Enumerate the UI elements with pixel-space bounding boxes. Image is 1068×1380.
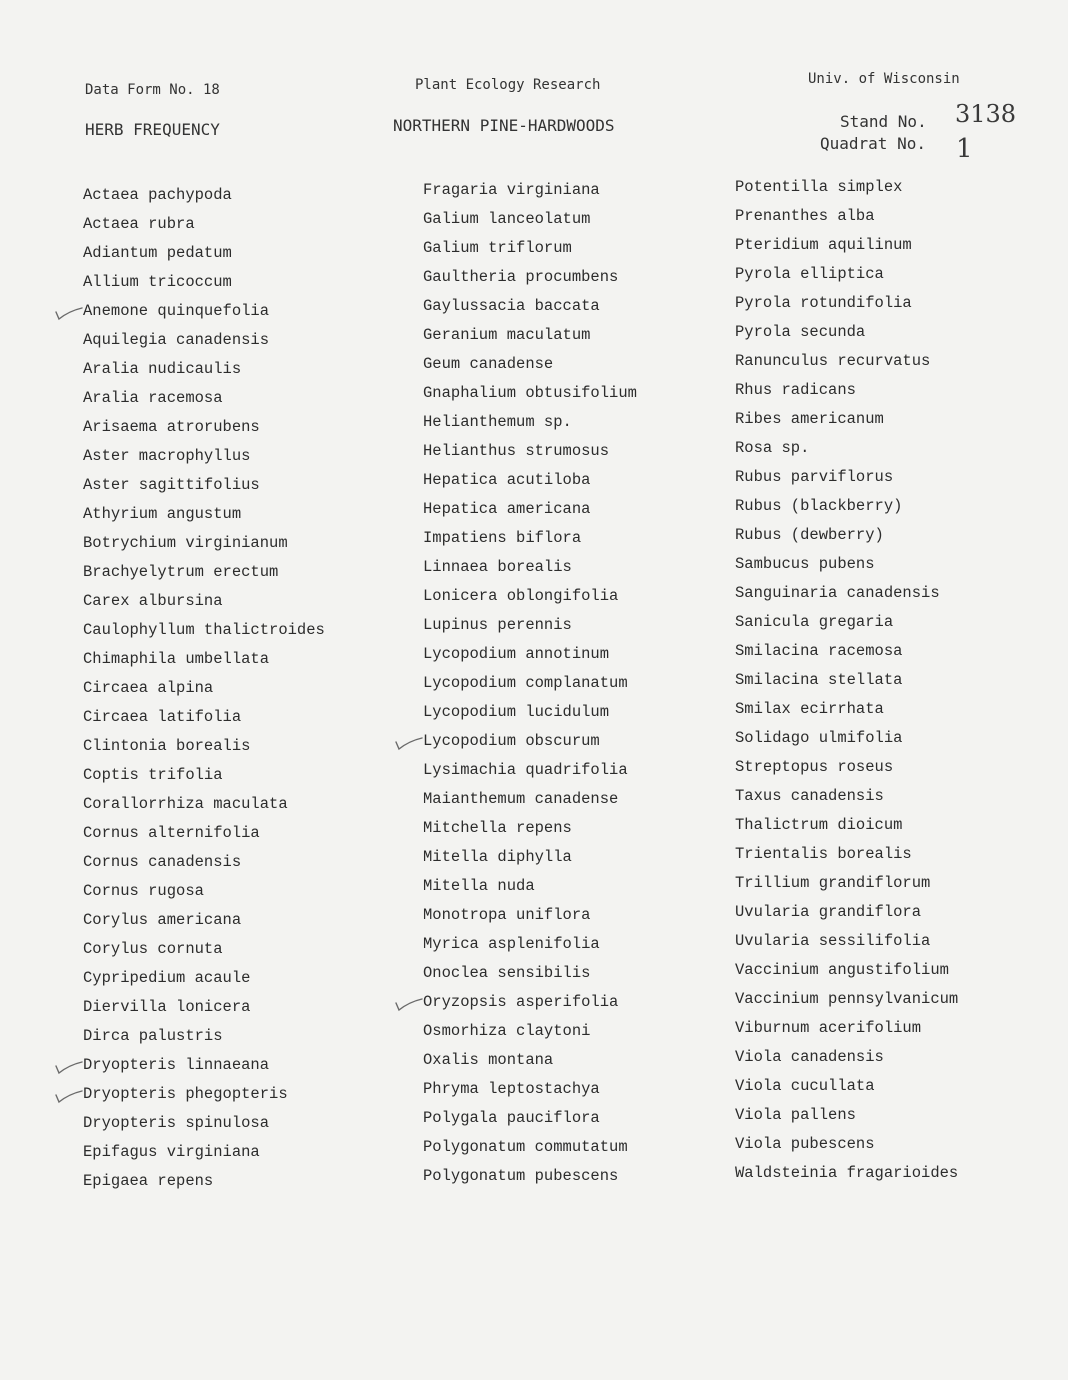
species-name: Dryopteris phegopteris	[83, 1085, 288, 1103]
species-item	[423, 524, 637, 553]
species-name: Impatiens biflora	[423, 529, 582, 547]
species-item	[423, 263, 637, 292]
species-name: Caulophyllum thalictroides	[83, 621, 325, 639]
species-item	[83, 819, 325, 848]
species-item	[83, 732, 325, 761]
species-name: Smilacina racemosa	[735, 642, 903, 660]
species-item	[735, 1101, 958, 1130]
species-item	[423, 901, 637, 930]
species-item	[423, 843, 637, 872]
species-item	[83, 1051, 325, 1080]
species-name: Maianthemum canadense	[423, 790, 619, 808]
species-name: Diervilla lonicera	[83, 998, 251, 1016]
species-name: Pyrola elliptica	[735, 265, 884, 283]
species-item	[83, 1138, 325, 1167]
species-item	[423, 495, 637, 524]
species-item	[735, 782, 958, 811]
species-name: Lycopodium complanatum	[423, 674, 628, 692]
species-item	[423, 930, 637, 959]
species-item	[735, 869, 958, 898]
species-name: Lycopodium annotinum	[423, 645, 610, 663]
check-mark-icon	[393, 733, 423, 753]
species-name: Onoclea sensibilis	[423, 964, 591, 982]
species-item	[735, 666, 958, 695]
species-item	[735, 637, 958, 666]
species-item	[423, 437, 637, 466]
species-item	[735, 927, 958, 956]
species-item	[735, 550, 958, 579]
species-item	[83, 1167, 325, 1196]
species-name: Lycopodium obscurum	[423, 732, 600, 750]
species-item	[83, 1109, 325, 1138]
species-item	[735, 956, 958, 985]
species-name: Viburnum acerifolium	[735, 1019, 922, 1037]
species-item	[83, 529, 325, 558]
species-name: Galium triflorum	[423, 239, 572, 257]
species-item	[83, 239, 325, 268]
species-item	[83, 645, 325, 674]
species-item	[423, 959, 637, 988]
species-item	[423, 785, 637, 814]
species-name: Rubus parviflorus	[735, 468, 894, 486]
research-title: Plant Ecology Research	[415, 77, 601, 93]
species-item	[735, 173, 958, 202]
species-item	[423, 814, 637, 843]
species-name: Solidago ulmifolia	[735, 729, 903, 747]
species-name: Vaccinium pennsylvanicum	[735, 990, 959, 1008]
species-name: Sambucus pubens	[735, 555, 875, 573]
species-item	[735, 434, 958, 463]
species-name: Aralia racemosa	[83, 389, 223, 407]
species-name: Viola cucullata	[735, 1077, 875, 1095]
species-item	[423, 582, 637, 611]
species-name: Corylus americana	[83, 911, 242, 929]
species-item	[83, 413, 325, 442]
species-name: Aquilegia canadensis	[83, 331, 270, 349]
species-item	[735, 1072, 958, 1101]
species-item	[735, 202, 958, 231]
species-name: Allium tricoccum	[83, 273, 232, 291]
species-item	[83, 471, 325, 500]
species-name: Sanguinaria canadensis	[735, 584, 940, 602]
check-mark-icon	[53, 1086, 83, 1106]
species-name: Mitella diphylla	[423, 848, 572, 866]
species-item	[735, 753, 958, 782]
species-name: Dryopteris spinulosa	[83, 1114, 270, 1132]
species-item	[423, 640, 637, 669]
species-name: Gaultheria procumbens	[423, 268, 619, 286]
species-item	[83, 848, 325, 877]
species-item	[735, 289, 958, 318]
species-item	[735, 521, 958, 550]
species-item	[735, 1014, 958, 1043]
species-item	[83, 964, 325, 993]
species-column-2	[423, 176, 637, 1191]
species-item	[423, 1046, 637, 1075]
species-name: Helianthemum sp.	[423, 413, 572, 431]
species-item	[423, 408, 637, 437]
species-name: Lonicera oblongifolia	[423, 587, 619, 605]
species-name: Trillium grandiflorum	[735, 874, 931, 892]
species-name: Viola pallens	[735, 1106, 856, 1124]
species-name: Trientalis borealis	[735, 845, 912, 863]
species-item	[423, 1133, 637, 1162]
species-item	[423, 292, 637, 321]
species-name: Aralia nudicaulis	[83, 360, 242, 378]
quadrat-value: 1	[956, 134, 973, 164]
species-item	[735, 898, 958, 927]
species-name: Rosa sp.	[735, 439, 810, 457]
species-name: Aster macrophyllus	[83, 447, 251, 465]
species-name: Lysimachia quadrifolia	[423, 761, 628, 779]
species-item	[735, 695, 958, 724]
species-item	[423, 350, 637, 379]
species-item	[735, 985, 958, 1014]
species-item	[83, 326, 325, 355]
species-item	[423, 988, 637, 1017]
species-item	[83, 442, 325, 471]
species-item	[735, 724, 958, 753]
species-name: Ranunculus recurvatus	[735, 352, 931, 370]
species-item	[423, 205, 637, 234]
species-item	[735, 463, 958, 492]
stand-value: 3138	[955, 100, 1017, 128]
species-name: Botrychium virginianum	[83, 534, 288, 552]
species-name: Polygonatum pubescens	[423, 1167, 619, 1185]
species-name: Thalictrum dioicum	[735, 816, 903, 834]
species-name: Gnaphalium obtusifolium	[423, 384, 637, 402]
species-item	[83, 761, 325, 790]
species-name: Pteridium aquilinum	[735, 236, 912, 254]
species-item	[83, 935, 325, 964]
stand-label: Stand No.	[840, 112, 927, 131]
species-name: Rubus (blackberry)	[735, 497, 903, 515]
species-name: Polygala pauciflora	[423, 1109, 600, 1127]
species-item	[423, 611, 637, 640]
species-name: Viola canadensis	[735, 1048, 884, 1066]
species-name: Mitella nuda	[423, 877, 535, 895]
species-name: Rhus radicans	[735, 381, 856, 399]
species-item	[423, 1104, 637, 1133]
species-name: Aster sagittifolius	[83, 476, 260, 494]
check-mark-icon	[53, 303, 83, 323]
species-name: Lycopodium lucidulum	[423, 703, 610, 721]
species-item	[735, 608, 958, 637]
species-name: Polygonatum commutatum	[423, 1138, 628, 1156]
species-name: Ribes americanum	[735, 410, 884, 428]
species-item	[83, 500, 325, 529]
species-name: Uvularia sessilifolia	[735, 932, 931, 950]
species-item	[83, 993, 325, 1022]
species-name: Oxalis montana	[423, 1051, 554, 1069]
species-item	[83, 790, 325, 819]
species-name: Corylus cornuta	[83, 940, 223, 958]
species-name: Actaea pachypoda	[83, 186, 232, 204]
species-item	[423, 553, 637, 582]
species-name: Pyrola secunda	[735, 323, 866, 341]
species-item	[83, 181, 325, 210]
species-name: Athyrium angustum	[83, 505, 242, 523]
species-item	[83, 703, 325, 732]
species-name: Waldsteinia fragarioides	[735, 1164, 959, 1182]
species-name: Streptopus roseus	[735, 758, 894, 776]
species-name: Pyrola rotundifolia	[735, 294, 912, 312]
institution: Univ. of Wisconsin	[808, 71, 960, 87]
species-column-3	[735, 173, 958, 1188]
species-name: Dirca palustris	[83, 1027, 223, 1045]
species-item	[735, 811, 958, 840]
species-name: Helianthus strumosus	[423, 442, 610, 460]
species-name: Fragaria virginiana	[423, 181, 600, 199]
species-item	[735, 492, 958, 521]
species-name: Vaccinium angustifolium	[735, 961, 949, 979]
species-item	[83, 587, 325, 616]
species-name: Coptis trifolia	[83, 766, 223, 784]
species-item	[423, 1017, 637, 1046]
species-name: Rubus (dewberry)	[735, 526, 884, 544]
species-item	[83, 1080, 325, 1109]
species-name: Osmorhiza claytoni	[423, 1022, 591, 1040]
species-item	[423, 756, 637, 785]
species-name: Cornus rugosa	[83, 882, 204, 900]
species-name: Phryma leptostachya	[423, 1080, 600, 1098]
species-name: Oryzopsis asperifolia	[423, 993, 619, 1011]
species-name: Cypripedium acaule	[83, 969, 251, 987]
community-title: NORTHERN PINE-HARDWOODS	[393, 116, 615, 135]
species-name: Hepatica acutiloba	[423, 471, 591, 489]
species-item	[83, 384, 325, 413]
species-item	[83, 1022, 325, 1051]
check-mark-icon	[393, 994, 423, 1014]
species-item	[423, 727, 637, 756]
species-item	[423, 698, 637, 727]
species-item	[735, 1043, 958, 1072]
species-name: Circaea alpina	[83, 679, 214, 697]
species-item	[423, 466, 637, 495]
species-item	[83, 674, 325, 703]
species-item	[735, 231, 958, 260]
species-name: Geum canadense	[423, 355, 554, 373]
species-item	[735, 1159, 958, 1188]
species-name: Brachyelytrum erectum	[83, 563, 279, 581]
species-item	[83, 268, 325, 297]
species-item	[735, 1130, 958, 1159]
species-name: Smilax ecirrhata	[735, 700, 884, 718]
species-item	[423, 234, 637, 263]
species-name: Geranium maculatum	[423, 326, 591, 344]
species-name: Carex albursina	[83, 592, 223, 610]
form-number: Data Form No. 18	[85, 82, 220, 98]
species-item	[423, 669, 637, 698]
species-item	[735, 405, 958, 434]
species-item	[83, 616, 325, 645]
species-name: Epigaea repens	[83, 1172, 214, 1190]
species-name: Sanicula gregaria	[735, 613, 894, 631]
species-item	[83, 355, 325, 384]
species-name: Epifagus virginiana	[83, 1143, 260, 1161]
species-name: Corallorrhiza maculata	[83, 795, 288, 813]
species-name: Actaea rubra	[83, 215, 195, 233]
check-mark-icon	[53, 1057, 83, 1077]
species-name: Myrica asplenifolia	[423, 935, 600, 953]
species-name: Cornus alternifolia	[83, 824, 260, 842]
species-item	[83, 210, 325, 239]
species-item	[735, 840, 958, 869]
species-item	[83, 558, 325, 587]
species-item	[735, 376, 958, 405]
species-name: Lupinus perennis	[423, 616, 572, 634]
species-name: Clintonia borealis	[83, 737, 251, 755]
species-name: Smilacina stellata	[735, 671, 903, 689]
form-title: HERB FREQUENCY	[85, 120, 220, 139]
species-item	[423, 872, 637, 901]
species-name: Gaylussacia baccata	[423, 297, 600, 315]
species-name: Uvularia grandiflora	[735, 903, 922, 921]
species-name: Adiantum pedatum	[83, 244, 232, 262]
species-item	[423, 379, 637, 408]
species-item	[423, 176, 637, 205]
species-name: Anemone quinquefolia	[83, 302, 270, 320]
species-name: Hepatica americana	[423, 500, 591, 518]
species-item	[423, 321, 637, 350]
species-column-1	[83, 181, 325, 1196]
species-name: Chimaphila umbellata	[83, 650, 270, 668]
species-name: Prenanthes alba	[735, 207, 875, 225]
species-item	[83, 877, 325, 906]
species-name: Linnaea borealis	[423, 558, 572, 576]
species-name: Potentilla simplex	[735, 178, 903, 196]
species-item	[423, 1075, 637, 1104]
species-item	[83, 906, 325, 935]
species-name: Circaea latifolia	[83, 708, 242, 726]
species-item	[83, 297, 325, 326]
species-name: Dryopteris linnaeana	[83, 1056, 270, 1074]
species-name: Monotropa uniflora	[423, 906, 591, 924]
species-name: Arisaema atrorubens	[83, 418, 260, 436]
species-name: Viola pubescens	[735, 1135, 875, 1153]
species-item	[735, 579, 958, 608]
species-item	[735, 318, 958, 347]
species-name: Taxus canadensis	[735, 787, 884, 805]
quadrat-label: Quadrat No.	[820, 134, 926, 153]
species-item	[735, 260, 958, 289]
species-name: Mitchella repens	[423, 819, 572, 837]
species-item	[735, 347, 958, 376]
species-name: Cornus canadensis	[83, 853, 242, 871]
species-item	[423, 1162, 637, 1191]
species-name: Galium lanceolatum	[423, 210, 591, 228]
